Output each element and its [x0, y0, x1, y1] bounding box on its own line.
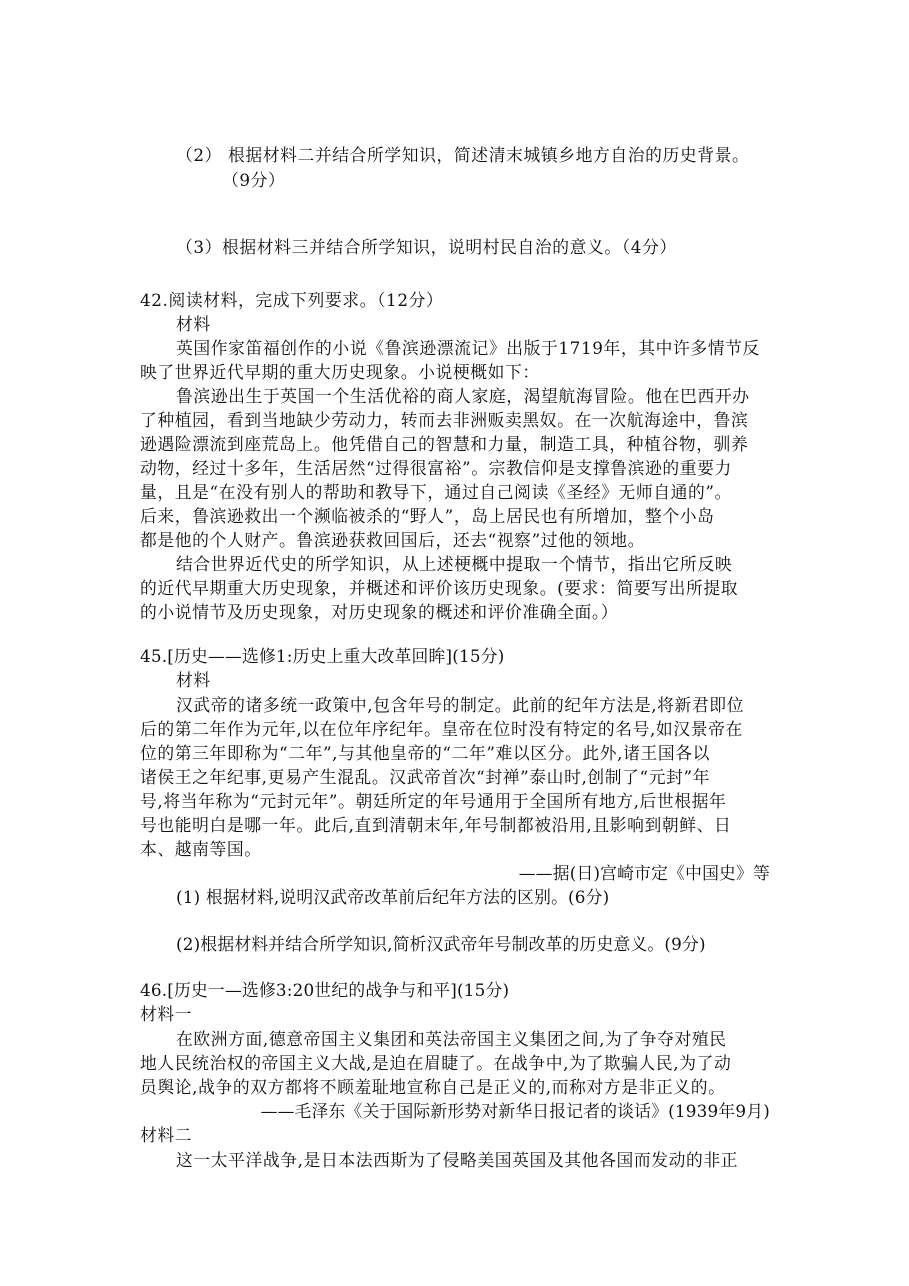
- q45-line: 后的第二年作为元年,以在位年序纪年。皇帝在位时没有特定的名号,如汉景帝在: [140, 719, 743, 739]
- q42-line: 映了世界近代早期的重大历史现象。小说梗概如下：: [140, 362, 540, 382]
- q42-line: 都是他的个人财产。鲁滨逊获救回国后，还去“视察”过他的领地。: [140, 530, 646, 550]
- q46-material2-line: 这一太平洋战争,是日本法西斯为了侵略美国英国及其他各国而发动的非正: [176, 1150, 739, 1170]
- q42-title: 42.阅读材料，完成下列要求。（12分）: [140, 290, 444, 310]
- q41-sub3: （3）根据材料三并结合所学知识，说明村民自治的意义。（4分）: [176, 237, 677, 257]
- q42-line: 后来，鲁滨逊救出一个濒临被杀的“野人”，岛上居民也有所增加，整个小岛: [140, 506, 715, 526]
- q46-material1-source: ——毛泽东《关于国际新形势对新华日报记者的谈话》(1939年9月): [260, 1101, 770, 1121]
- q42-line: 鲁滨逊出生于英国一个生活优裕的商人家庭，渴望航海冒险。他在巴西开办: [176, 386, 750, 406]
- q46-material2-label: 材料二: [140, 1125, 193, 1145]
- q42-line: 的小说情节及历史现象，对历史现象的概述和评价准确全面。）: [140, 602, 619, 622]
- q45-line: 诸侯王之年纪事,更易产生混乱。汉武帝首次“封禅”泰山时,创制了“元封”年: [140, 767, 711, 787]
- q45-sub1: (1) 根据材料,说明汉武帝改革前后纪年方法的区别。(6分): [176, 887, 610, 907]
- q45-line: 本、越南等国。: [140, 839, 262, 859]
- q45-material-label: 材料: [176, 670, 211, 690]
- q45-line: 位的第三年即称为“二年”,与其他皇帝的“二年”难以区分。此外,诸王国各以: [140, 743, 711, 763]
- q42-line: 逊遇险漂流到座荒岛上。他凭借自己的智慧和力量，制造工具，种植谷物，驯养: [140, 434, 749, 454]
- q45-source: ——据(日)宫崎市定《中国史》等: [518, 863, 770, 883]
- q42-line: 结合世界近代史的所学知识，从上述梗概中提取一个情节，指出它所反映: [176, 554, 733, 574]
- q45-title: 45.[历史——选修1:历史上重大改革回眸](15分): [140, 646, 505, 666]
- q41-sub2-line2: （9分）: [222, 170, 286, 190]
- q46-material1-line: 地人民统治权的帝国主义大战,是迫在眉睫了。在战争中,为了欺骗人民,为了动: [140, 1053, 732, 1073]
- q45-line: 号也能明白是哪一年。此后,直到清朝末年,年号制都被沿用,且影响到朝鲜、日: [140, 815, 732, 835]
- q41-sub2-line1: （2） 根据材料二并结合所学知识，简述清末城镇乡地方自治的历史背景。: [176, 145, 750, 165]
- q42-line: 英国作家笛福创作的小说《鲁滨逊漂流记》出版于1719年，其中许多情节反: [176, 338, 760, 358]
- q42-material-label: 材料: [176, 314, 211, 334]
- q46-material1-label: 材料一: [140, 1004, 193, 1024]
- q42-line: 动物，经过十多年，生活居然“过得很富裕”。宗教信仰是支撑鲁滨逊的重要力: [140, 458, 732, 478]
- q42-line: 量，且是“在没有别人的帮助和教导下，通过自己阅读《圣经》无师自通的”。: [140, 482, 732, 502]
- q46-material1-line: 在欧洲方面,德意帝国主义集团和英法帝国主义集团之间,为了争夺对殖民: [176, 1029, 727, 1049]
- q42-line: 了种植园，看到当地缺少劳动力，转而去非洲贩卖黑奴。在一次航海途中，鲁滨: [140, 410, 749, 430]
- q45-line: 汉武帝的诸多统一政策中,包含年号的制定。此前的纪年方法是,将新君即位: [176, 695, 745, 715]
- q42-line: 的近代早期重大历史现象，并概述和评价该历史现象。(要求：简要写出所提取: [140, 578, 739, 598]
- q45-line: 号,将当年称为“元封元年”。朝廷所定的年号通用于全国所有地方,后世根据年: [140, 791, 727, 811]
- q46-title: 46.[历史一—选修3:20世纪的战争与和平](15分): [140, 980, 510, 1000]
- q45-sub2: (2)根据材料并结合所学知识,简析汉武帝年号制改革的历史意义。(9分): [176, 934, 706, 954]
- q46-material1-line: 员舆论,战争的双方都将不顾羞耻地宣称自己是正义的,而称对方是非正义的。: [140, 1077, 726, 1097]
